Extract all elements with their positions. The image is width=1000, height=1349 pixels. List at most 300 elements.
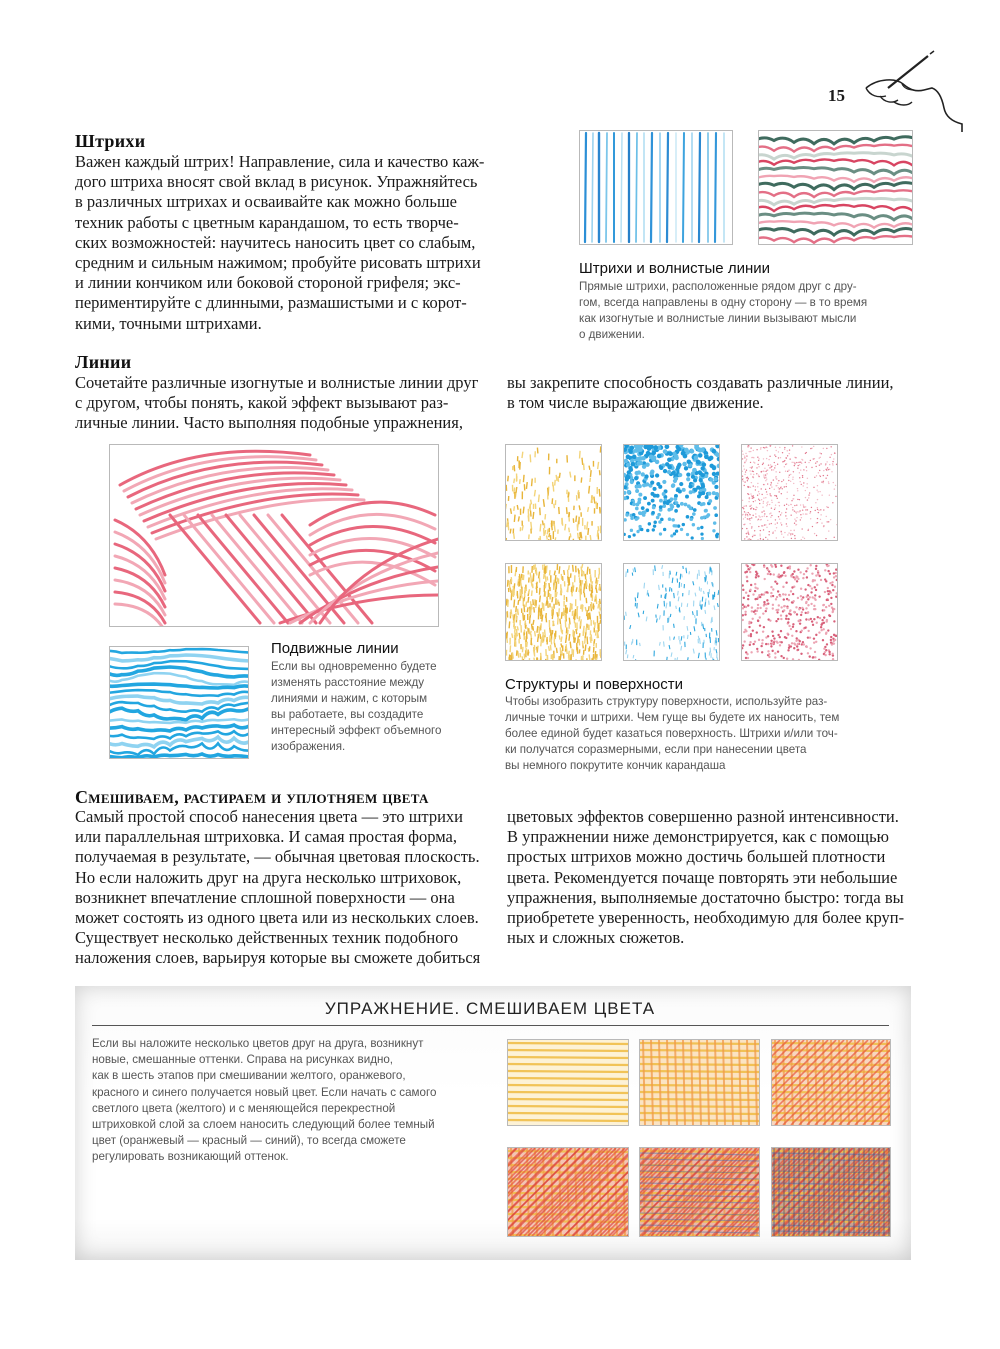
texture-mark xyxy=(793,611,795,613)
texture-mark xyxy=(762,525,763,526)
texture-mark xyxy=(796,524,797,525)
texture-mark xyxy=(680,640,681,645)
texture-mark xyxy=(753,611,755,613)
wavy-line xyxy=(759,176,912,182)
texture-mark xyxy=(825,606,827,608)
mix-stroke xyxy=(508,1106,628,1107)
texture-mark xyxy=(820,624,822,626)
texture-mark xyxy=(745,471,746,472)
texture-mark xyxy=(648,522,651,525)
texture-mark xyxy=(533,620,534,625)
texture-mark xyxy=(773,573,775,575)
texture-mark xyxy=(595,594,596,599)
texture-mark xyxy=(537,647,538,652)
texture-mark xyxy=(818,512,819,513)
texture-mark xyxy=(599,585,600,590)
texture-mark xyxy=(807,598,809,600)
texture-mark xyxy=(826,461,827,462)
texture-mark xyxy=(756,449,757,450)
texture-mark xyxy=(746,470,747,471)
texture-mark xyxy=(796,504,797,505)
text-line: или параллельная штриховка. И самая простая форма, xyxy=(75,827,457,847)
texture-mark xyxy=(785,512,786,513)
texture-mark xyxy=(796,613,798,615)
texture-mark xyxy=(752,476,753,477)
texture-mark xyxy=(742,619,744,621)
texture-mark xyxy=(656,482,660,486)
texture-mark xyxy=(780,522,781,523)
texture-mark xyxy=(765,480,766,481)
texture-mark xyxy=(806,576,808,578)
texture-mark xyxy=(776,478,777,479)
texture-mark xyxy=(832,461,833,462)
texture-mark xyxy=(749,641,751,643)
texture-mark xyxy=(626,463,630,467)
texture-mark xyxy=(786,483,787,484)
texture-mark xyxy=(581,605,582,609)
texture-mark xyxy=(794,523,795,524)
texture-mark xyxy=(771,650,773,652)
texture-mark xyxy=(829,457,830,458)
texture-mark xyxy=(765,524,766,525)
texture-mark xyxy=(784,486,785,487)
texture-mark xyxy=(558,617,559,625)
texture-mark xyxy=(805,570,807,572)
texture-mark xyxy=(812,579,814,581)
texture-mark xyxy=(810,511,811,512)
texture-mark xyxy=(701,537,704,540)
texture-mark xyxy=(790,590,792,592)
texture-mark xyxy=(583,631,584,636)
text-line: в том числе выражающие движение. xyxy=(507,393,764,413)
texture-mark xyxy=(794,464,795,465)
texture-mark xyxy=(757,457,758,458)
texture-mark xyxy=(794,538,795,539)
texture-mark xyxy=(811,587,813,589)
texture-mark xyxy=(825,477,826,478)
texture-mark xyxy=(766,599,768,601)
texture-mark xyxy=(748,622,750,624)
texture-mark xyxy=(756,648,758,650)
texture-mark xyxy=(742,584,744,586)
texture-mark xyxy=(780,575,782,577)
texture-mark xyxy=(791,538,792,539)
texture-mark xyxy=(778,457,779,458)
texture-mark xyxy=(815,502,816,503)
texture-mark xyxy=(806,567,808,569)
texture-mark xyxy=(801,484,802,485)
caption-line: Чтобы изобразить структуру поверхности, используйте раз- xyxy=(505,695,828,708)
texture-mark xyxy=(781,533,782,534)
texture-mark xyxy=(783,609,785,611)
texture-mark xyxy=(834,488,835,489)
texture-mark xyxy=(834,453,835,454)
texture-mark xyxy=(742,471,743,472)
texture-mark xyxy=(717,457,719,462)
texture-mark xyxy=(743,597,745,599)
texture-mark xyxy=(757,604,759,606)
blue-wave xyxy=(110,649,248,653)
texture-mark xyxy=(750,467,751,468)
texture-mark xyxy=(806,596,808,598)
texture-mark xyxy=(795,520,796,521)
texture-mark xyxy=(835,496,836,497)
texture-mark xyxy=(831,643,833,645)
texture-mark xyxy=(675,529,678,532)
texture-mark xyxy=(771,466,772,467)
texture-mark xyxy=(754,530,755,531)
pink-stroke xyxy=(310,526,435,545)
texture-mark xyxy=(595,651,596,659)
texture-mark xyxy=(801,517,802,518)
waves-caption-text xyxy=(579,279,867,343)
texture-mark xyxy=(742,528,743,529)
texture-mark xyxy=(637,470,641,474)
texture-mark xyxy=(540,596,541,603)
texture-mark xyxy=(773,637,775,639)
texture-mark xyxy=(760,448,761,449)
texture-mark xyxy=(834,537,835,538)
texture-mark xyxy=(801,630,803,632)
texture-mark xyxy=(662,504,666,508)
texture-mark xyxy=(783,572,785,574)
mix-stroke xyxy=(508,1050,628,1051)
texture-mark xyxy=(632,513,636,517)
texture-mark xyxy=(818,472,819,473)
texture-mark xyxy=(507,638,508,643)
texture-mark xyxy=(824,654,826,656)
texture-mark xyxy=(833,572,835,574)
texture-mark xyxy=(583,659,584,660)
texture-mark xyxy=(827,629,829,631)
texture-mark xyxy=(755,574,757,576)
texture-mark xyxy=(757,575,759,577)
texture-mark xyxy=(687,635,688,639)
texture-mark xyxy=(537,626,538,633)
texture-mark xyxy=(797,490,798,491)
texture-mark xyxy=(638,498,642,502)
texture-mark xyxy=(637,484,641,488)
texture-mark xyxy=(769,619,771,621)
texture-mark xyxy=(708,592,709,597)
texture-mark xyxy=(747,480,748,481)
mix-stroke xyxy=(508,1092,628,1093)
texture-mark xyxy=(596,578,597,584)
mix-stage-5 xyxy=(639,1147,760,1237)
texture-mark xyxy=(761,499,762,500)
text-line: наложения слоев, варьируя которые вы сможете добиться xyxy=(75,948,481,968)
texture-mark xyxy=(797,488,798,489)
texture-mark xyxy=(766,447,767,448)
texture-mark xyxy=(782,461,783,462)
texture-mark xyxy=(828,483,829,484)
texture-mark xyxy=(820,519,821,520)
texture-mark xyxy=(552,597,553,602)
texture-mark xyxy=(765,610,767,612)
texture-mark xyxy=(569,565,570,570)
texture-mark xyxy=(769,573,771,575)
texture-mark xyxy=(769,531,770,532)
texture-mark xyxy=(704,455,709,460)
texture-mark xyxy=(646,617,647,622)
texture-mark xyxy=(822,639,824,641)
texture-mark xyxy=(747,657,749,659)
texture-mark xyxy=(806,513,807,514)
texture-mark xyxy=(770,595,772,597)
texture-mark xyxy=(776,611,778,613)
texture-mark xyxy=(587,614,588,620)
texture-mark xyxy=(745,592,747,594)
texture-mark xyxy=(541,653,542,660)
texture-mark xyxy=(559,602,560,606)
texture-mark xyxy=(810,591,812,593)
text-line: Самый простой способ нанесения цвета — это штрихи xyxy=(75,807,463,826)
texture-mark xyxy=(810,460,811,461)
texture-mark xyxy=(765,497,766,498)
texture-mark xyxy=(802,596,804,598)
texture-mark xyxy=(827,475,828,476)
texture-mark xyxy=(780,531,781,532)
texture-mark xyxy=(542,520,543,525)
texture-mark xyxy=(801,607,803,609)
texture-mark xyxy=(747,486,748,487)
texture-mark xyxy=(832,610,834,612)
texture-mark xyxy=(659,505,663,509)
texture-mark xyxy=(783,598,785,600)
texture-mark xyxy=(796,637,798,639)
texture-mark xyxy=(790,575,792,577)
texture-mark xyxy=(761,642,763,644)
texture-mark xyxy=(810,518,811,519)
texture-mark xyxy=(780,487,781,488)
texture-mark xyxy=(708,499,712,503)
texture-mark xyxy=(817,485,818,486)
wavy-line xyxy=(759,167,912,174)
texture-mark xyxy=(826,565,828,567)
texture-mark xyxy=(810,448,811,449)
texture-mark xyxy=(803,506,804,507)
texture-mark xyxy=(745,460,746,461)
texture-mark xyxy=(752,498,753,499)
texture-mark xyxy=(797,597,799,599)
texture-mark xyxy=(674,524,677,527)
texture-mark xyxy=(777,483,778,484)
texture-mark xyxy=(808,494,809,495)
texture-mark xyxy=(565,614,566,619)
texture-mark xyxy=(814,656,816,658)
texture-mark xyxy=(743,631,745,633)
texture-mark xyxy=(776,496,777,497)
texture-mark xyxy=(569,618,570,625)
texture-mark xyxy=(770,645,772,647)
texture-mark xyxy=(792,626,794,628)
texture-mark xyxy=(785,637,787,639)
texture-mark xyxy=(717,464,719,468)
texture-mark xyxy=(756,467,757,468)
texture-mark xyxy=(570,533,571,537)
texture-mark xyxy=(545,530,546,535)
texture-mark xyxy=(753,509,754,510)
textures-caption-text xyxy=(505,694,839,774)
texture-mark xyxy=(770,586,772,588)
texture-mark xyxy=(510,529,511,534)
texture-mark xyxy=(779,595,781,597)
texture-mark xyxy=(763,593,765,595)
texture-mark xyxy=(517,650,518,655)
texture-mark xyxy=(779,505,780,506)
texture-mark xyxy=(779,447,780,448)
texture-mark xyxy=(656,516,660,520)
texture-mark xyxy=(820,509,821,510)
texture-mark xyxy=(802,477,803,478)
texture-mark xyxy=(529,589,530,593)
blue-waves-illustration xyxy=(109,646,249,759)
texture-mark xyxy=(824,591,826,593)
texture-mark xyxy=(768,534,769,535)
caption-line: Прямые штрихи, расположенные рядом друг с дру- xyxy=(579,280,857,293)
texture-mark xyxy=(808,619,810,621)
texture-mark xyxy=(815,462,816,463)
texture-mark xyxy=(760,538,761,539)
texture-mark xyxy=(747,493,748,494)
mix-stage-6 xyxy=(771,1147,891,1237)
texture-mark xyxy=(598,634,599,638)
texture-mark xyxy=(600,446,601,452)
texture-mark xyxy=(777,522,778,523)
wavy-line xyxy=(759,145,912,152)
texture-mark xyxy=(803,485,804,486)
texture-mark xyxy=(763,476,764,477)
texture-mark xyxy=(826,620,828,622)
texture-mark xyxy=(575,638,576,643)
texture-mark xyxy=(653,446,658,451)
pink-stroke xyxy=(198,515,288,623)
texture-mark xyxy=(744,468,745,469)
texture-mark xyxy=(833,640,835,642)
texture-mark xyxy=(662,565,663,569)
mix-stage-1 xyxy=(507,1039,629,1126)
texture-mark xyxy=(569,528,570,533)
texture-mark xyxy=(543,499,544,507)
texture-mark xyxy=(812,526,813,527)
texture-mark xyxy=(626,455,631,460)
texture-mark xyxy=(781,493,782,494)
exercise-text xyxy=(92,1036,436,1166)
texture-mark xyxy=(714,605,715,610)
texture-mark xyxy=(588,528,589,535)
texture-mark xyxy=(796,517,797,518)
texture-mark xyxy=(586,579,587,587)
texture-mark xyxy=(678,489,682,493)
texture-mark xyxy=(826,516,827,517)
texture-mark xyxy=(783,657,785,659)
texture-mark xyxy=(787,450,788,451)
texture-mark xyxy=(826,506,827,507)
texture-mark xyxy=(819,464,820,465)
texture-mark xyxy=(767,483,768,484)
texture-mark xyxy=(781,481,782,482)
texture-mark xyxy=(801,598,803,600)
wavy-line xyxy=(759,221,912,227)
texture-mark xyxy=(512,633,513,638)
texture-mark xyxy=(788,647,790,649)
texture-mark xyxy=(791,642,793,644)
mixing-paragraph-right xyxy=(507,807,904,948)
texture-mark xyxy=(561,643,562,647)
texture-mark xyxy=(764,515,765,516)
texture-mark xyxy=(791,500,792,501)
texture-mark xyxy=(780,606,782,608)
text-line: приобретете уверенность, необходимую для более круп- xyxy=(507,908,905,928)
texture-mark xyxy=(641,506,645,510)
caption-line: Если вы наложите несколько цветов друг на друга, возникнут xyxy=(92,1037,424,1050)
texture-mark xyxy=(691,475,695,479)
texture-mark xyxy=(704,509,708,513)
texture-mark xyxy=(804,588,806,590)
texture-mark xyxy=(778,451,779,452)
texture-mark xyxy=(523,475,524,482)
texture-mark xyxy=(757,620,759,622)
texture-mark xyxy=(774,509,775,510)
mix-stage-3 xyxy=(771,1039,891,1126)
texture-mark xyxy=(817,518,818,519)
texture-mark xyxy=(647,446,652,451)
texture-mark xyxy=(780,618,782,620)
texture-mark xyxy=(786,518,787,519)
texture-mark xyxy=(774,530,775,531)
texture-mark xyxy=(830,639,832,641)
texture-mark xyxy=(578,490,579,494)
texture-mark xyxy=(833,458,834,459)
texture-mark xyxy=(525,620,526,625)
texture-mark xyxy=(794,510,795,511)
texture-mark xyxy=(761,519,762,520)
texture-mark xyxy=(692,523,695,526)
texture-mark xyxy=(784,466,785,467)
texture-mark xyxy=(789,458,790,459)
texture-mark xyxy=(592,498,593,503)
texture-mark xyxy=(767,504,768,505)
texture-mark xyxy=(752,536,753,537)
texture-mark xyxy=(514,479,515,484)
exercise-rule xyxy=(92,1025,889,1026)
texture-mark xyxy=(796,580,798,582)
texture-mark xyxy=(714,513,718,517)
texture-mark xyxy=(823,604,825,606)
texture-mark xyxy=(756,610,758,612)
texture-mark xyxy=(547,576,548,580)
texture-mark xyxy=(777,590,779,592)
texture-mark xyxy=(697,447,702,452)
texture-mark xyxy=(805,618,807,620)
texture-mark xyxy=(642,464,646,468)
texture-mark xyxy=(689,490,693,494)
texture-mark xyxy=(769,493,770,494)
texture-mark xyxy=(514,515,515,522)
texture-mark xyxy=(820,514,821,515)
texture-mark xyxy=(509,621,510,628)
texture-mark xyxy=(832,502,833,503)
texture-mark xyxy=(786,607,788,609)
texture-mark xyxy=(775,476,776,477)
texture-mark xyxy=(816,584,818,586)
texture-mark xyxy=(635,507,639,511)
texture-swatch-yellow-dense xyxy=(505,563,602,661)
wavy-line xyxy=(759,153,912,159)
texture-mark xyxy=(802,536,803,537)
texture-mark xyxy=(644,474,648,478)
texture-mark xyxy=(779,472,780,473)
